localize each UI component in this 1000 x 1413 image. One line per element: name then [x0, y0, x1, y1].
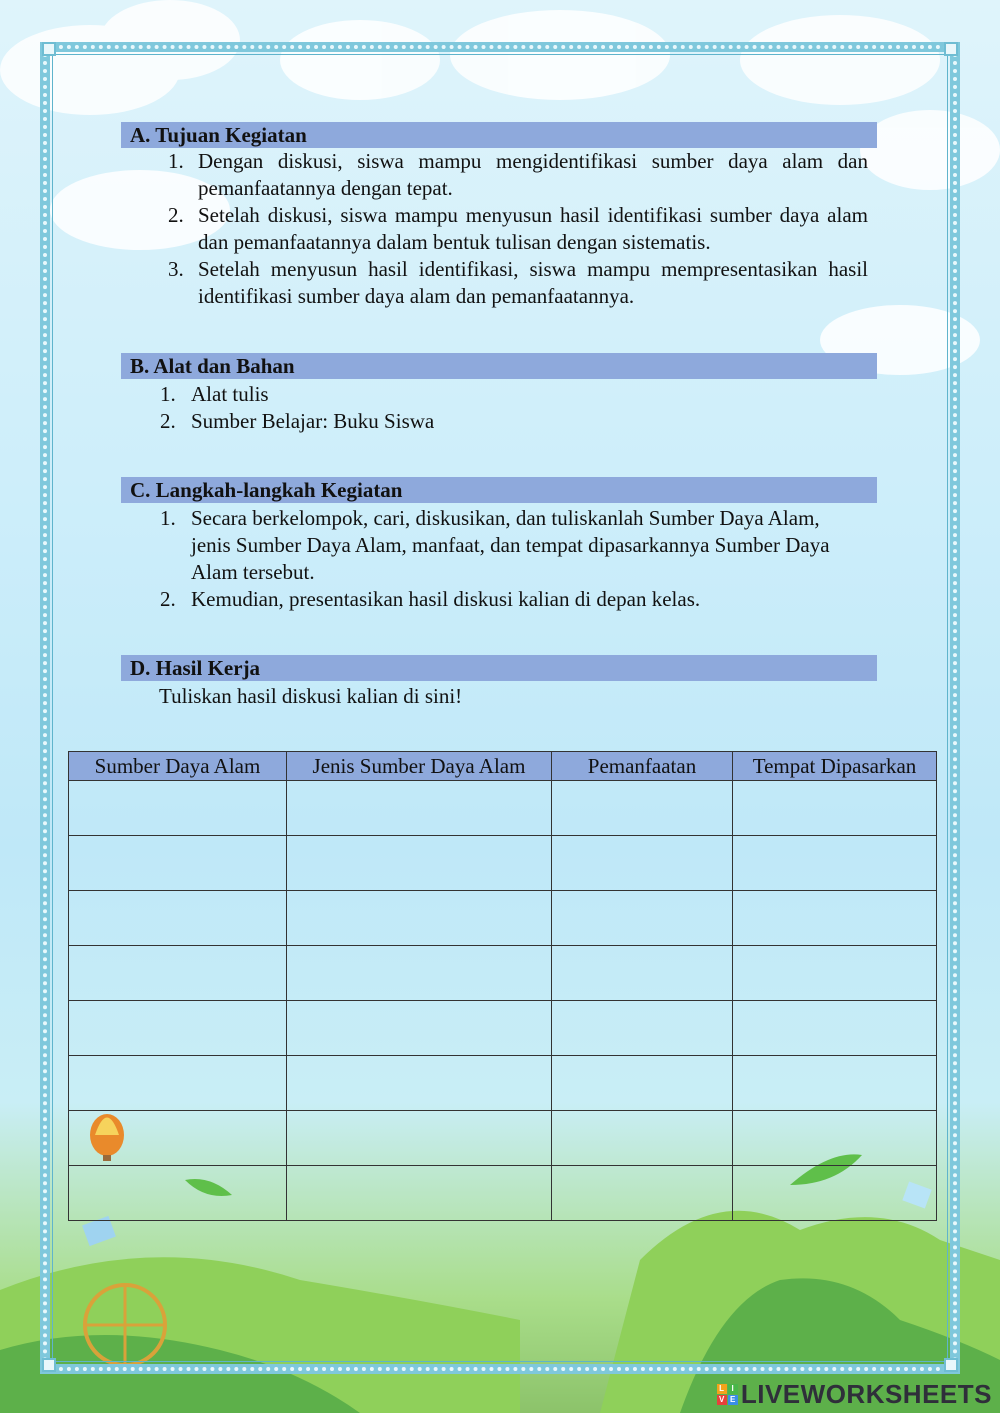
list-number: 1.	[160, 506, 176, 530]
section-b-heading: B. Alat dan Bahan	[121, 353, 877, 379]
table-row	[69, 946, 937, 1001]
answer-cell[interactable]	[69, 781, 287, 836]
answer-cell[interactable]	[287, 946, 552, 1001]
answer-cell[interactable]	[287, 1166, 552, 1221]
answer-cell[interactable]	[69, 946, 287, 1001]
answer-cell[interactable]	[733, 946, 937, 1001]
answer-cell[interactable]	[287, 1111, 552, 1166]
column-header: Pemanfaatan	[552, 752, 733, 781]
list-number: 2.	[160, 587, 176, 611]
answer-cell[interactable]	[552, 1056, 733, 1111]
answer-cell[interactable]	[552, 1111, 733, 1166]
answer-cell[interactable]	[733, 1111, 937, 1166]
list-item	[160, 381, 860, 408]
list-text: Secara berkelompok, cari, diskusikan, dan tuliskanlah Sumber Daya Alam, jenis Sumber Daya Alam, manfaat, dan tempat dipasarkannya Sumber Daya Alam tersebut.	[191, 506, 830, 584]
answer-cell[interactable]	[733, 1056, 937, 1111]
list-text: Alat tulis	[191, 382, 269, 406]
section-b-list	[160, 381, 860, 435]
logo-letter: L	[717, 1384, 727, 1394]
table-row	[69, 836, 937, 891]
list-text: Setelah menyusun hasil identifikasi, siswa mampu mempresentasikan hasil identifikasi sumber daya alam dan pemanfaatannya.	[198, 257, 868, 308]
list-item	[160, 408, 860, 435]
list-item	[160, 505, 850, 586]
table-row	[69, 1111, 937, 1166]
list-item	[160, 586, 850, 613]
answer-cell[interactable]	[552, 1001, 733, 1056]
logo-letter: I	[728, 1384, 738, 1394]
list-number: 2.	[160, 409, 176, 433]
section-c-heading: C. Langkah-langkah Kegiatan	[121, 477, 877, 503]
list-text: Sumber Belajar: Buku Siswa	[191, 409, 435, 433]
answer-cell[interactable]	[552, 891, 733, 946]
table-row	[69, 781, 937, 836]
column-header: Jenis Sumber Daya Alam	[287, 752, 552, 781]
answer-cell[interactable]	[287, 781, 552, 836]
list-item	[168, 202, 868, 256]
table-header-row	[69, 752, 937, 781]
answer-cell[interactable]	[733, 836, 937, 891]
answer-cell[interactable]	[69, 1166, 287, 1221]
section-a-heading: A. Tujuan Kegiatan	[121, 122, 877, 148]
answer-cell[interactable]	[69, 1001, 287, 1056]
list-number: 1.	[160, 382, 176, 406]
answer-cell[interactable]	[733, 1166, 937, 1221]
liveworksheets-logo-icon	[717, 1384, 738, 1405]
table-row	[69, 1001, 937, 1056]
result-table	[68, 751, 937, 1221]
answer-cell[interactable]	[287, 891, 552, 946]
answer-cell[interactable]	[69, 1056, 287, 1111]
instruction-text: Tuliskan hasil diskusi kalian di sini!	[159, 684, 463, 708]
answer-cell[interactable]	[552, 946, 733, 1001]
answer-cell[interactable]	[552, 781, 733, 836]
liveworksheets-brand	[717, 1379, 992, 1409]
list-text: Kemudian, presentasikan hasil diskusi kalian di depan kelas.	[191, 587, 701, 611]
answer-cell[interactable]	[552, 836, 733, 891]
list-item	[168, 148, 868, 202]
answer-cell[interactable]	[69, 836, 287, 891]
list-number: 3.	[168, 257, 184, 281]
answer-cell[interactable]	[287, 836, 552, 891]
section-d-heading: D. Hasil Kerja	[121, 655, 877, 681]
table-row	[69, 891, 937, 946]
list-number: 2.	[168, 203, 184, 227]
section-c-list	[160, 505, 850, 613]
brand-text: LIVEWORKSHEETS	[740, 1378, 992, 1409]
list-text: Setelah diskusi, siswa mampu menyusun hasil identifikasi sumber daya alam dan pemanfaatannya dalam bentuk tulisan dengan sistematis.	[198, 203, 868, 254]
answer-cell[interactable]	[733, 891, 937, 946]
answer-cell[interactable]	[733, 1001, 937, 1056]
table-row	[69, 1056, 937, 1111]
column-header: Sumber Daya Alam	[69, 752, 287, 781]
answer-cell[interactable]	[733, 781, 937, 836]
logo-letter: V	[717, 1395, 727, 1405]
answer-cell[interactable]	[287, 1056, 552, 1111]
table-body	[69, 781, 937, 1221]
table-row	[69, 1166, 937, 1221]
list-number: 1.	[168, 149, 184, 173]
answer-cell[interactable]	[69, 891, 287, 946]
list-item	[168, 256, 868, 310]
answer-cell[interactable]	[552, 1166, 733, 1221]
answer-cell[interactable]	[69, 1111, 287, 1166]
section-a-list	[168, 148, 868, 310]
column-header: Tempat Dipasarkan	[733, 752, 937, 781]
list-text: Dengan diskusi, siswa mampu mengidentifikasi sumber daya alam dan pemanfaatannya dengan tepat.	[198, 149, 868, 200]
answer-cell[interactable]	[287, 1001, 552, 1056]
logo-letter: E	[728, 1395, 738, 1405]
